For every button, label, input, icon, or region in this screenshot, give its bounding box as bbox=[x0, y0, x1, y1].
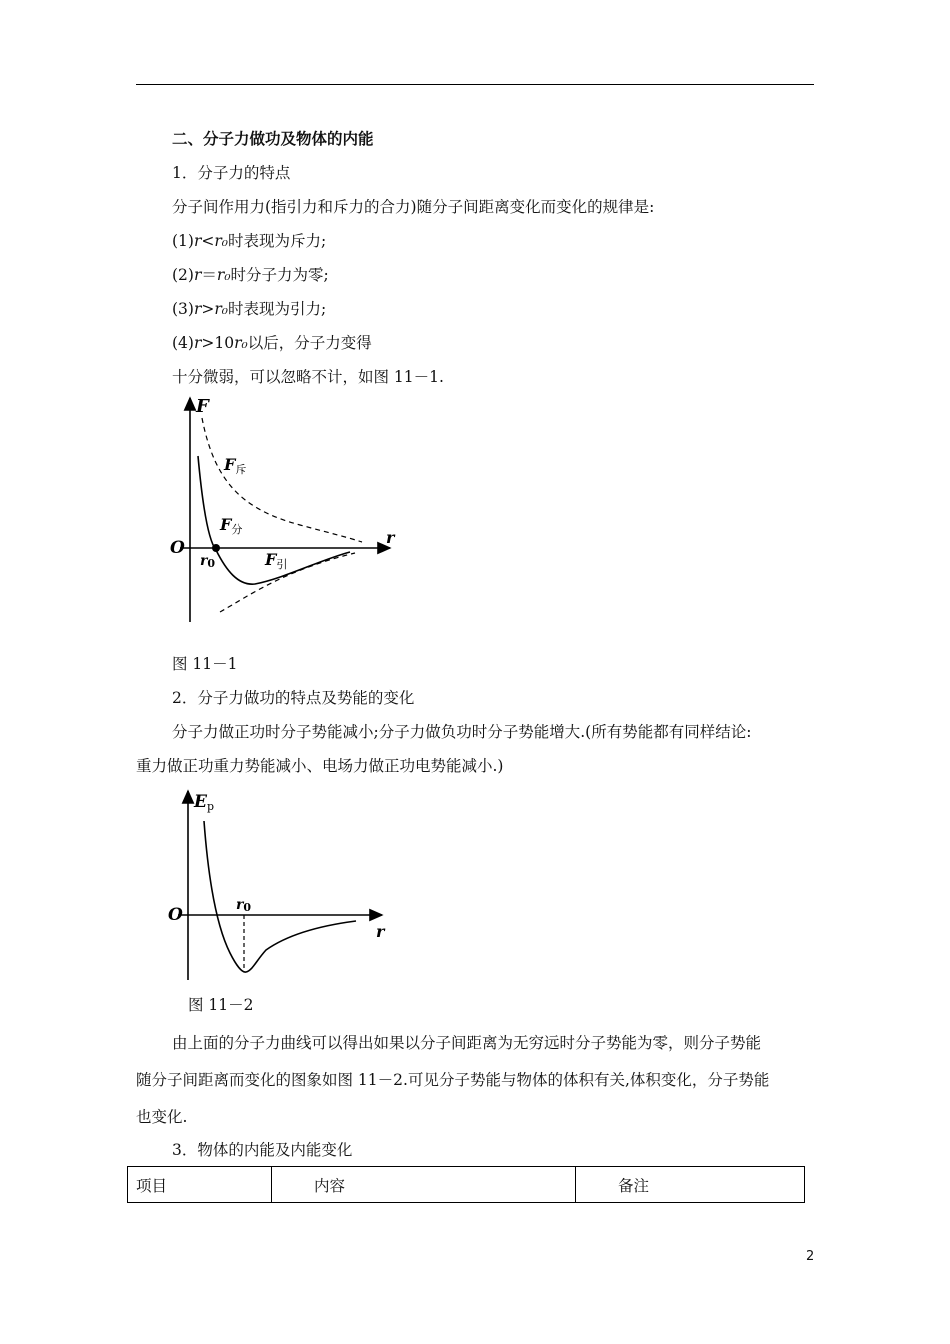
r0-label: r0 bbox=[236, 897, 252, 914]
figure-11-1-force-curve bbox=[160, 390, 420, 630]
equilibrium-point bbox=[212, 544, 220, 552]
paragraph-3-line-1: 由上面的分子力曲线可以得出如果以分子间距离为无穷远时分子势能为零，则分子势能 bbox=[172, 1034, 762, 1052]
table-header-cell bbox=[272, 1167, 576, 1202]
figure-11-2-potential-energy-curve bbox=[160, 785, 400, 985]
rule-num: (3) bbox=[172, 300, 194, 318]
paragraph-2-line-2: 重力做正功重力势能减小、电场力做正功电势能减小.) bbox=[136, 757, 504, 775]
x-axis-label: r bbox=[376, 922, 385, 941]
rule-r0: r₀ bbox=[214, 300, 229, 318]
rule-1 bbox=[172, 229, 326, 251]
rule-op: >10 bbox=[201, 334, 235, 352]
rule-text: 时分子力为零; bbox=[230, 266, 329, 284]
rule-text: 时表现为引力; bbox=[228, 300, 327, 318]
rule-var: r bbox=[193, 300, 202, 318]
figure-11-1-caption: 图 11－1 bbox=[172, 655, 238, 673]
origin-label: O bbox=[170, 538, 185, 558]
header-content: 内容 bbox=[314, 1177, 346, 1195]
subsection-heading-1: 1．分子力的特点 bbox=[172, 164, 291, 182]
rule-4-continued: 十分微弱，可以忽略不计，如图 11－1. bbox=[172, 368, 444, 386]
repulsive-label: F斥 bbox=[224, 455, 247, 476]
header-notes: 备注 bbox=[618, 1177, 650, 1195]
table-header-cell bbox=[128, 1167, 272, 1202]
subsection-heading-2: 2．分子力做功的特点及势能的变化 bbox=[172, 689, 415, 707]
attractive-label: F引 bbox=[265, 550, 288, 571]
potential-energy-curve bbox=[204, 821, 356, 972]
paragraph-2-line-1: 分子力做正功时分子势能减小;分子力做负功时分子势能增大.(所有势能都有同样结论: bbox=[172, 723, 752, 741]
rule-r0: r₀ bbox=[216, 266, 231, 284]
rule-var: r bbox=[193, 266, 202, 284]
page-number: 2 bbox=[806, 1249, 815, 1264]
y-axis-label: Ep bbox=[194, 792, 215, 813]
x-axis-label: r bbox=[386, 528, 395, 547]
rule-2 bbox=[172, 263, 329, 285]
r0-label: r0 bbox=[200, 553, 216, 570]
rule-r0: r₀ bbox=[234, 334, 248, 352]
table-header-cell bbox=[576, 1167, 804, 1202]
y-axis-label: F bbox=[196, 396, 209, 417]
rule-4 bbox=[172, 331, 372, 353]
rule-op: ＝ bbox=[201, 266, 217, 284]
subsection-heading-3: 3．物体的内能及内能变化 bbox=[172, 1141, 353, 1159]
rule-num: (2) bbox=[172, 266, 194, 284]
paragraph-3-line-2: 随分子间距离而变化的图象如图 11－2.可见分子势能与物体的体积有关,体积变化，分子势能 bbox=[136, 1071, 770, 1089]
rule-3 bbox=[172, 297, 326, 319]
rule-num: (1) bbox=[172, 232, 194, 250]
origin-label: O bbox=[168, 905, 183, 925]
rule-text: 以后，分子力变得 bbox=[247, 334, 372, 352]
rule-text: 时表现为斥力; bbox=[228, 232, 327, 250]
intro-paragraph: 分子间作用力(指引力和斥力的合力)随分子间距离变化而变化的规律是: bbox=[172, 198, 655, 216]
attractive-force-curve bbox=[220, 553, 355, 612]
rule-var: r bbox=[193, 334, 202, 352]
rule-op: < bbox=[201, 232, 215, 250]
net-force-label: F分 bbox=[220, 515, 243, 536]
header-item: 项目 bbox=[136, 1177, 168, 1195]
rule-r0: r₀ bbox=[214, 232, 229, 250]
rule-var: r bbox=[193, 232, 202, 250]
internal-energy-table bbox=[127, 1166, 805, 1203]
paragraph-3-line-3: 也变化. bbox=[136, 1108, 188, 1126]
section-title: 二、分子力做功及物体的内能 bbox=[172, 129, 374, 148]
header-rule bbox=[136, 84, 814, 85]
rule-num: (4) bbox=[172, 334, 194, 352]
rule-op: > bbox=[201, 300, 215, 318]
figure-11-2-caption: 图 11－2 bbox=[188, 996, 254, 1014]
